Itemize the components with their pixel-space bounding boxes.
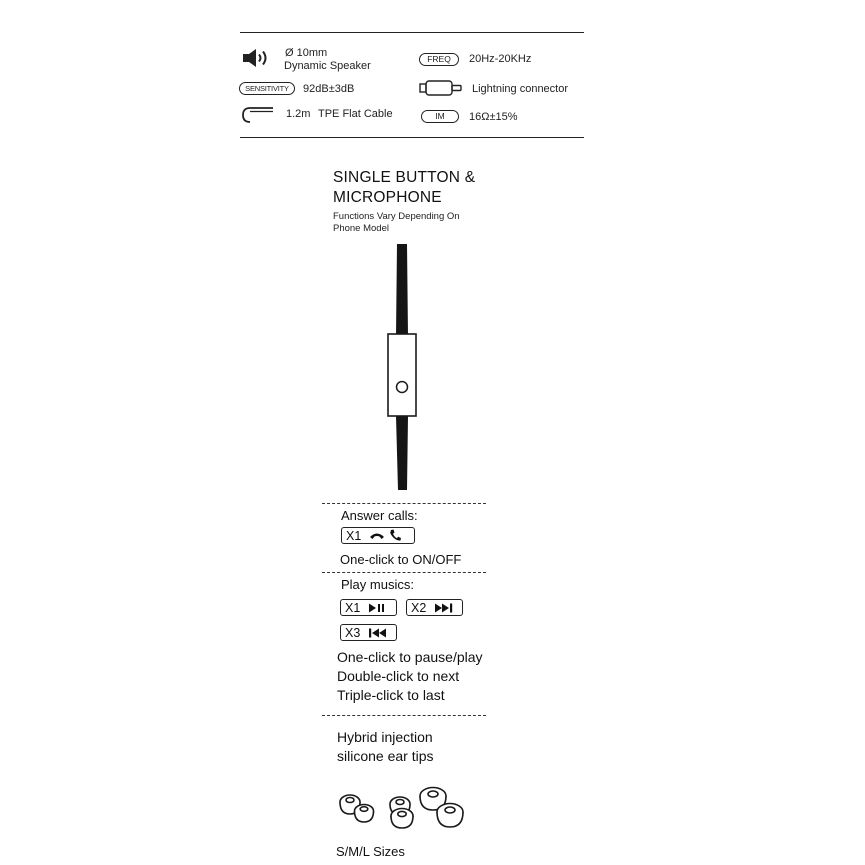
- lightning-connector-icon: [419, 80, 463, 96]
- double-click-text: Double-click to next: [337, 668, 460, 684]
- section-subtitle-line1: Functions Vary Depending On: [333, 211, 460, 222]
- im-badge: IM: [421, 110, 459, 123]
- connector-text: Lightning connector: [472, 83, 569, 95]
- sensitivity-value: 92dB±3dB: [303, 83, 355, 95]
- separator-3: [322, 715, 486, 716]
- section-subtitle-line2: Phone Model: [333, 223, 389, 234]
- speaker-size: Ø 10mm: [285, 47, 328, 59]
- previous-track-badge: [340, 624, 397, 641]
- ear-tips-line1: Hybrid injection: [337, 729, 433, 745]
- play-music-heading: Play musics:: [341, 577, 414, 592]
- hang-up-phone-icon: [369, 531, 385, 541]
- freq-badge: FREQ: [419, 53, 459, 66]
- flat-cable-icon: [240, 104, 274, 126]
- ear-tips-line2: silicone ear tips: [337, 748, 434, 764]
- section-title-line1: SINGLE BUTTON &: [333, 169, 476, 186]
- ear-tips-illustration: [330, 782, 470, 832]
- cable-length: 1.2m: [286, 108, 311, 120]
- inline-remote-illustration: [380, 244, 430, 494]
- spec-top-rule: [240, 32, 584, 33]
- triple-click-text: Triple-click to last: [337, 687, 445, 703]
- answer-call-count: X1: [346, 528, 362, 543]
- speaker-icon: [242, 47, 272, 69]
- im-value: 16Ω±15%: [469, 111, 518, 123]
- play-pause-count: X1: [345, 600, 361, 615]
- play-pause-icon: [368, 603, 386, 613]
- answer-calls-heading: Answer calls:: [341, 508, 418, 523]
- play-pause-badge: [340, 599, 397, 616]
- separator-1: [322, 503, 486, 504]
- freq-value: 20Hz-20KHz: [469, 53, 532, 65]
- cable-type: TPE Flat Cable: [318, 108, 393, 120]
- answer-call-badge: [341, 527, 415, 544]
- speaker-type: Dynamic Speaker: [284, 60, 371, 72]
- sensitivity-badge: SENSITIVITY: [239, 82, 295, 95]
- section-title-line2: MICROPHONE: [333, 189, 442, 206]
- answer-calls-note: One-click to ON/OFF: [340, 552, 462, 567]
- next-track-badge: [406, 599, 463, 616]
- one-click-text: One-click to pause/play: [337, 649, 483, 665]
- phone-icon: [389, 529, 401, 542]
- previous-track-count: X3: [345, 625, 361, 640]
- ear-tips-sizes: S/M/L Sizes: [336, 844, 405, 859]
- previous-track-icon: [368, 628, 388, 638]
- spec-bottom-rule: [240, 137, 584, 138]
- next-track-count: X2: [411, 600, 427, 615]
- next-track-icon: [434, 603, 454, 613]
- separator-2: [322, 572, 486, 573]
